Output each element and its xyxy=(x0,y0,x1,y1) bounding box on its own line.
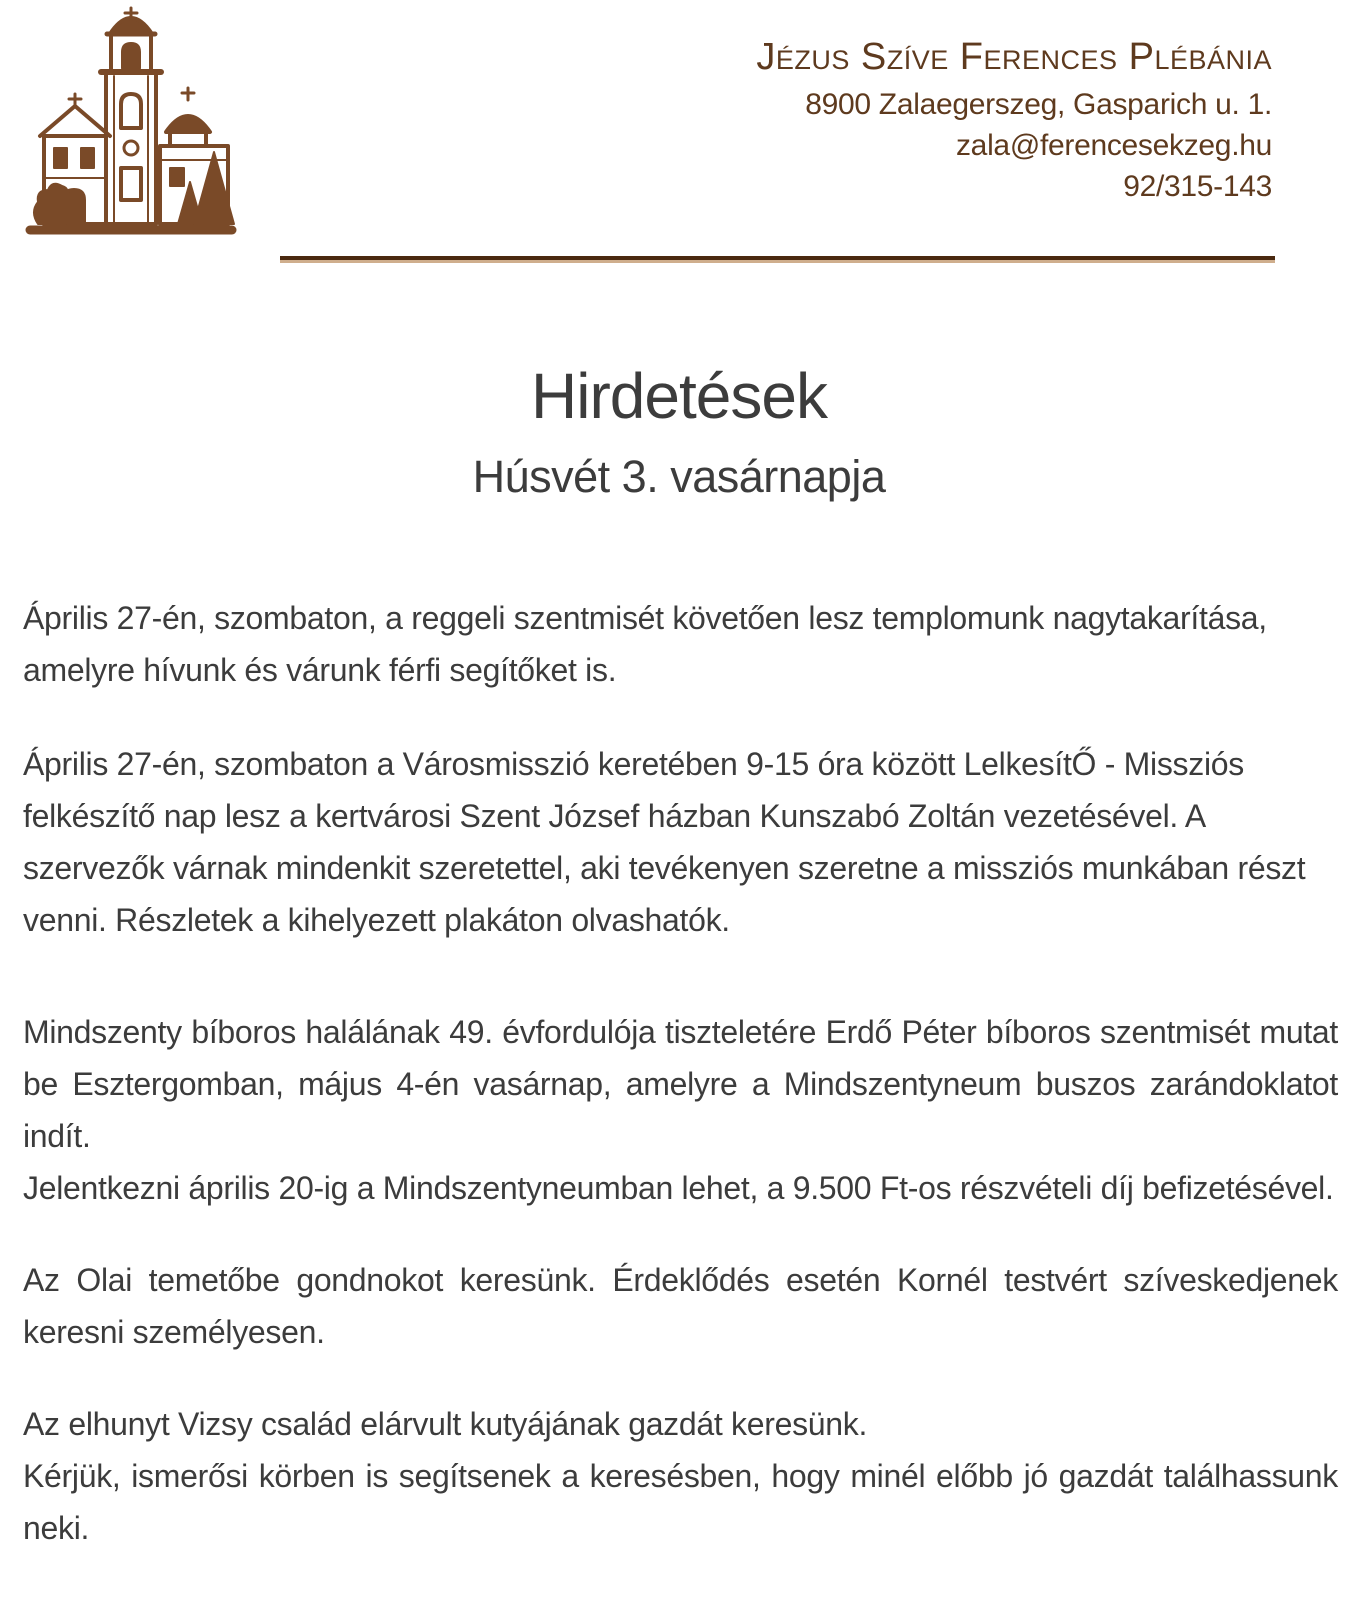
parish-contact-block xyxy=(756,34,1272,207)
announcement-paragraph: Április 27-én, szombaton a Városmisszió keretében 9-15 óra között LelkesítŐ - Missziós felkészítő nap lesz a kertvárosi Szent József házban Kunszabó Zoltán vezetésével. A szervezők várnak mindenkit szeretettel, aki tevékenyen szeretne a missziós munkában részt venni. Részletek a kihelyezett plakáton olvashatók. xyxy=(23,746,1306,938)
page-subtitle: Húsvét 3. vasárnapja xyxy=(472,451,886,502)
announcement-paragraph: Jelentkezni április 20-ig a Mindszentyneumban lehet, a 9.500 Ft-os részvételi díj befizetésével. xyxy=(23,1170,1334,1206)
announcement-paragraph: Az elhunyt Vizsy család elárvult kutyájának gazdát keresünk. xyxy=(23,1406,868,1442)
announcement-paragraph: Mindszenty bíboros halálának 49. évfordulója tiszteletére Erdő Péter bíboros szentmisét mutat be Esztergomban, május 4-én vasárnap, amelyre a Mindszentyneum buszos zarándoklatot indít. xyxy=(23,1014,1338,1154)
announcements-body xyxy=(23,592,1338,1554)
church-logo-image xyxy=(18,6,242,242)
parish-email: zala@ferencesekzeg.hu xyxy=(955,129,1272,162)
parish-phone: 92/315-143 xyxy=(1123,170,1272,203)
announcement-paragraph: Kérjük, ismerősi körben is segítsenek a keresésben, hogy minél előbb jó gazdát találhassunk neki. xyxy=(23,1458,1338,1546)
announcement-paragraph: Az Olai temetőbe gondnokot keresünk. Érdeklődés esetén Kornél testvért szíveskedjenek keresni személyesen. xyxy=(23,1262,1338,1350)
announcement-paragraph: Április 27-én, szombaton, a reggeli szentmisét követően lesz templomunk nagytakarítása, amelyre hívunk és várunk férfi segítőket is. xyxy=(23,600,1267,688)
letterhead-divider xyxy=(280,256,1275,260)
parish-name: Jézus Szíve Ferences Plébánia xyxy=(756,36,1272,78)
page-title: Hirdetések xyxy=(531,360,827,432)
parish-address: 8900 Zalaegerszeg, Gasparich u. 1. xyxy=(805,88,1272,121)
